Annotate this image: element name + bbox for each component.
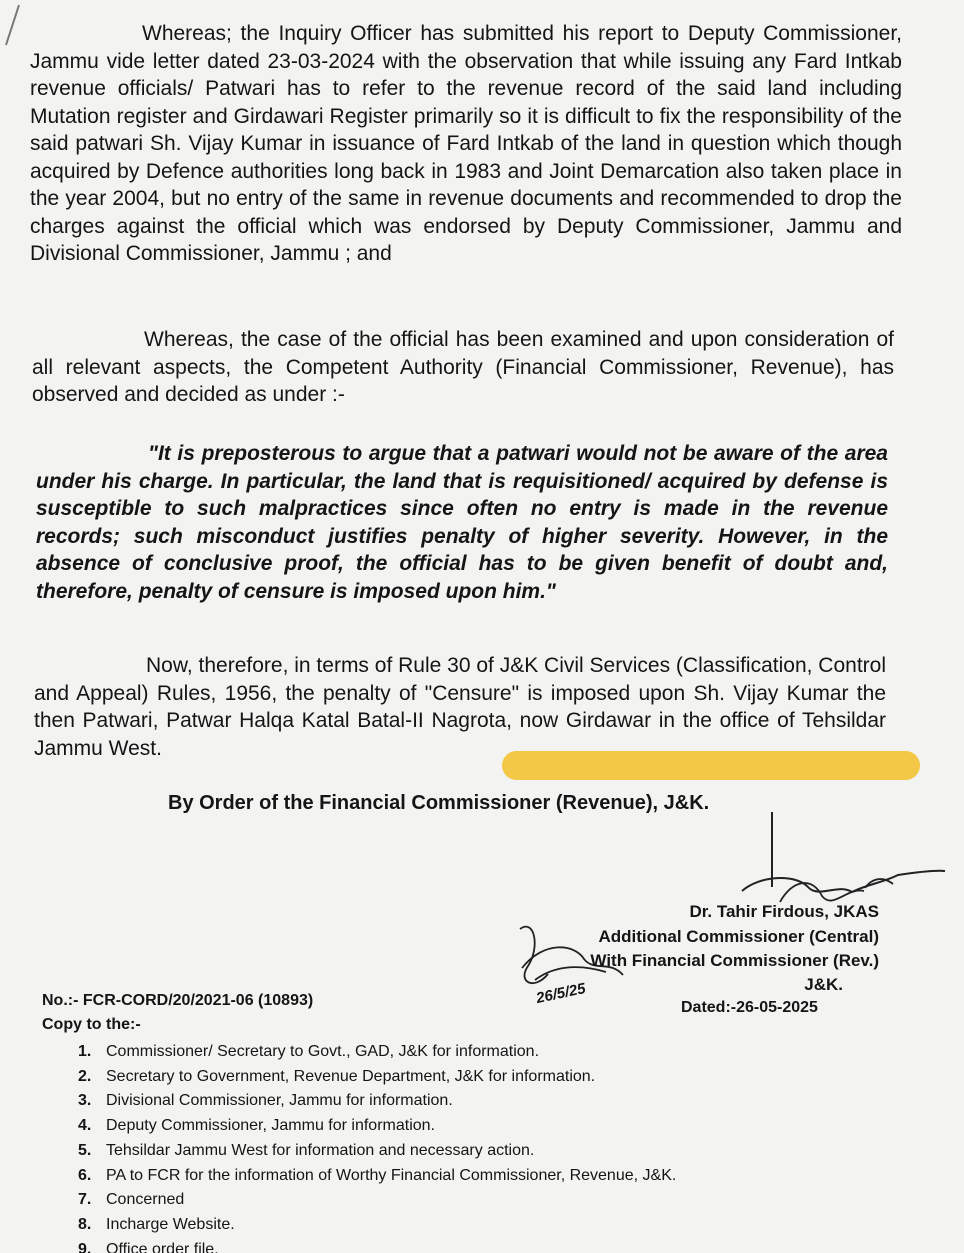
competent-authority-observation-quote: "It is preposterous to argue that a patwari would not be aware of the area under his charge. In particular, the land that is requisitioned/ acquired by defense is susceptible to such malpractices since often no entry is made in the revenue records; such misconduct justifies penalty of higher severity. However, in the absence of conclusive proof, the official has to be given benefit of doubt and, therefore, penalty of censure is imposed upon him." [36, 442, 888, 603]
signatory-financial-commissioner-line: With Financial Commissioner (Rev.) [590, 951, 879, 970]
list-item-text: Divisional Commissioner, Jammu for information. [106, 1092, 453, 1110]
list-item-number: 8. [78, 1215, 92, 1233]
list-item-number: 6. [78, 1166, 92, 1184]
signatory-designation: Additional Commissioner (Central) [598, 927, 879, 946]
whereas-competent-authority-paragraph: Whereas, the case of the official has been examined and upon consideration of all relevant aspects, the Competent Authority (Financial Commissioner, Revenue), has observed and decided as under :- [32, 328, 894, 406]
list-item-number: 5. [78, 1141, 92, 1159]
by-order-line: By Order of the Financial Commissioner (Revenue), J&K. [168, 792, 710, 814]
list-item [78, 1238, 838, 1253]
list-item [78, 1065, 838, 1090]
copy-to-label: Copy to the:- [42, 1016, 141, 1033]
whereas-inquiry-paragraph: Whereas; the Inquiry Officer has submitted his report to Deputy Commissioner, Jammu vide letter dated 23-03-2024 with the observation that while issuing any Fard Intkab revenue officials/ Patwari has to refer to the revenue record of the said land including Mutation register and Girdawari Register primarily so it is difficult to fix the responsibility of the said patwari Sh. Vijay Kumar in issuance of Fard Intkab of the land in question which though acquired by Defence authorities long back in 1983 and Joint Demarcation also taken place in the year 2004, but no entry of the same in revenue documents and recommended to drop the charges against the official which was endorsed by Deputy Commissioner, Jammu and Divisional Commissioner, Jammu ; and [30, 22, 902, 265]
list-item-number: 2. [78, 1067, 92, 1085]
list-item [78, 1139, 838, 1164]
list-item [78, 1164, 838, 1189]
list-item [78, 1213, 838, 1238]
list-item-number: 3. [78, 1092, 92, 1110]
signature-date-note: 26/5/25 [534, 979, 588, 1008]
list-item-number: 1. [78, 1043, 92, 1060]
copy-distribution-list [78, 1040, 838, 1253]
list-item-text: PA to FCR for the information of Worthy Financial Commissioner, Revenue, J&K. [106, 1166, 677, 1184]
list-item-text: Commissioner/ Secretary to Govt., GAD, J&K for information. [106, 1043, 540, 1060]
list-item [78, 1188, 838, 1213]
dated-line: Dated:-26-05-2025 [681, 999, 818, 1016]
signatory-name: Dr. Tahir Firdous, JKAS [689, 902, 879, 921]
list-item-number: 4. [78, 1117, 92, 1135]
list-item-text: Concerned [106, 1191, 185, 1209]
list-item-number: 7. [78, 1191, 92, 1209]
censure-order-paragraph: Now, therefore, in terms of Rule 30 of J&K Civil Services (Classification, Control and Appeal) Rules, 1956, the penalty of "Censure" is imposed upon Sh. Vijay Kumar the then Patwari, Patwar Halqa Katal Batal-II Nagrota, now Girdawar in the office of Tehsildar Jammu West. [34, 654, 886, 760]
signatory-location: J&K. [804, 975, 843, 994]
list-item-text: Incharge Website. [106, 1215, 235, 1233]
list-item [78, 1040, 838, 1065]
list-item-text: Office order file. [106, 1240, 219, 1253]
list-item [78, 1114, 838, 1139]
list-item [78, 1089, 838, 1114]
list-item-text: Secretary to Government, Revenue Department, J&K for information. [106, 1067, 596, 1085]
list-item-text: Deputy Commissioner, Jammu for information. [106, 1117, 435, 1135]
reference-number: No.:- FCR-CORD/20/2021-06 (10893) [42, 992, 314, 1009]
list-item-text: Tehsildar Jammu West for information and necessary action. [106, 1141, 535, 1159]
list-item-number: 9. [78, 1240, 92, 1253]
